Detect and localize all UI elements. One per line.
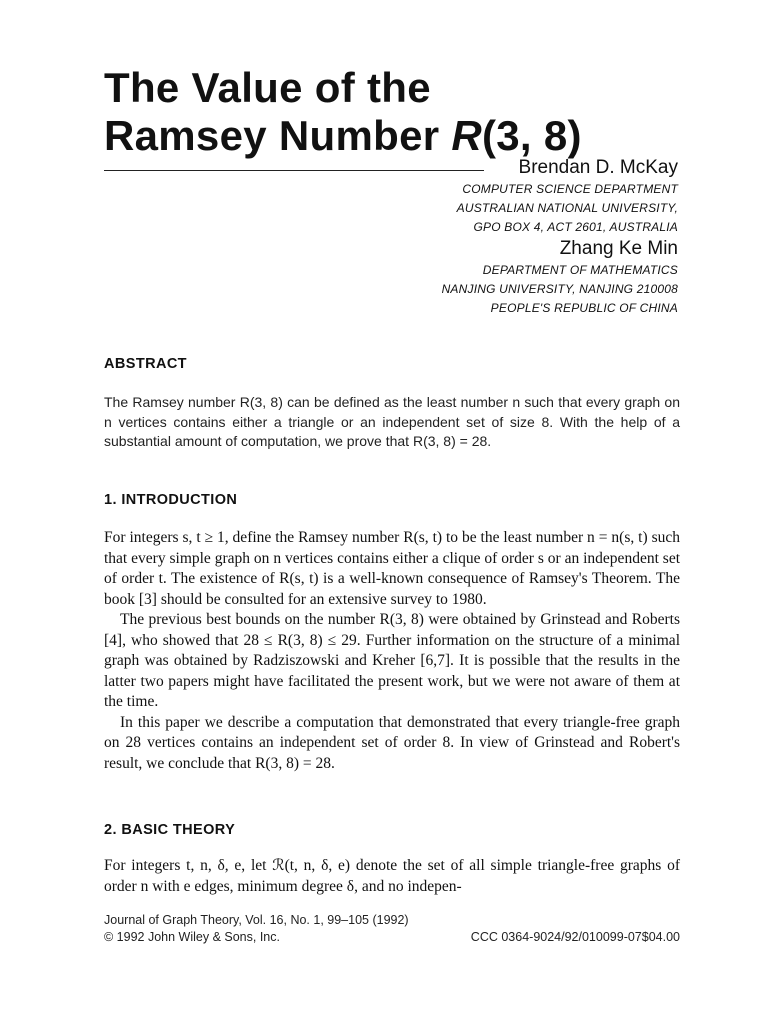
affiliation-line: DEPARTMENT OF MATHEMATICS xyxy=(482,263,678,277)
page-footer xyxy=(104,912,680,946)
ccc-code: CCC 0364-9024/92/010099-07$04.00 xyxy=(470,930,680,944)
introduction-body xyxy=(104,528,680,774)
title-rule xyxy=(104,170,484,171)
affiliation-line: NANJING UNIVERSITY, NANJING 210008 xyxy=(441,282,678,296)
copyright-notice: © 1992 John Wiley & Sons, Inc. xyxy=(104,930,280,944)
affiliation-line: PEOPLE'S REPUBLIC OF CHINA xyxy=(490,301,678,315)
title-line-2-suffix: (3, 8) xyxy=(481,112,582,159)
abstract-text: The Ramsey number R(3, 8) can be defined as the least number n such that every graph on n vertices contains either a triangle or an independent set of size 8. With the help of a substantial amount of computation, we prove that R(3, 8) = 28. xyxy=(104,394,680,449)
title-line-1: The Value of the xyxy=(104,64,431,111)
affiliation-line: COMPUTER SCIENCE DEPARTMENT xyxy=(462,182,678,196)
body-paragraph: In this paper we describe a computation that demonstrated that every triangle-free graph on 28 vertices contains an independent set of order 8. In view of Grinstead and Robert's result, we conclude that R(3, 8) = 28. xyxy=(104,713,680,772)
body-paragraph: For integers t, n, δ, e, let ℛ(t, n, δ, e) denote the set of all simple triangle-free graphs of order n with e edges, minimum degree δ, and no indepen- xyxy=(104,857,680,895)
author-block-1 xyxy=(457,156,678,237)
author-name: Brendan D. McKay xyxy=(518,157,678,178)
title-symbol: R xyxy=(451,112,482,159)
section-heading-introduction: 1. INTRODUCTION xyxy=(104,492,238,508)
basic-theory-body xyxy=(104,856,680,897)
body-paragraph: The previous best bounds on the number R(3, 8) were obtained by Grinstead and Roberts [4], who showed that 28 ≤ R(3, 8) ≤ 29. Further information on the structure of a minimal graph was obtained by Radziszowski and Kreher [6,7]. It is possible that the results in the latter two papers might have facilitated the present work, but we were not aware of them at the time. xyxy=(104,611,680,710)
affiliation-line: GPO BOX 4, ACT 2601, AUSTRALIA xyxy=(473,220,678,234)
author-name: Zhang Ke Min xyxy=(559,238,678,259)
paper-title xyxy=(104,64,704,160)
section-heading-basic-theory: 2. BASIC THEORY xyxy=(104,822,236,838)
body-paragraph: For integers s, t ≥ 1, define the Ramsey number R(s, t) to be the least number n = n(s, t) such that every simple graph on n vertices contains either a clique of order s or an independent set of order t. The existence of R(s, t) is a well-known consequence of Ramsey's Theorem. The book [3] should be consulted for an extensive survey to 1980. xyxy=(104,529,680,608)
abstract-heading: ABSTRACT xyxy=(104,356,187,372)
author-block-2 xyxy=(442,237,678,318)
affiliation-line: AUSTRALIAN NATIONAL UNIVERSITY, xyxy=(456,201,678,215)
title-line-2-prefix: Ramsey Number xyxy=(104,112,452,159)
journal-citation: Journal of Graph Theory, Vol. 16, No. 1, 99–105 (1992) xyxy=(104,913,409,927)
